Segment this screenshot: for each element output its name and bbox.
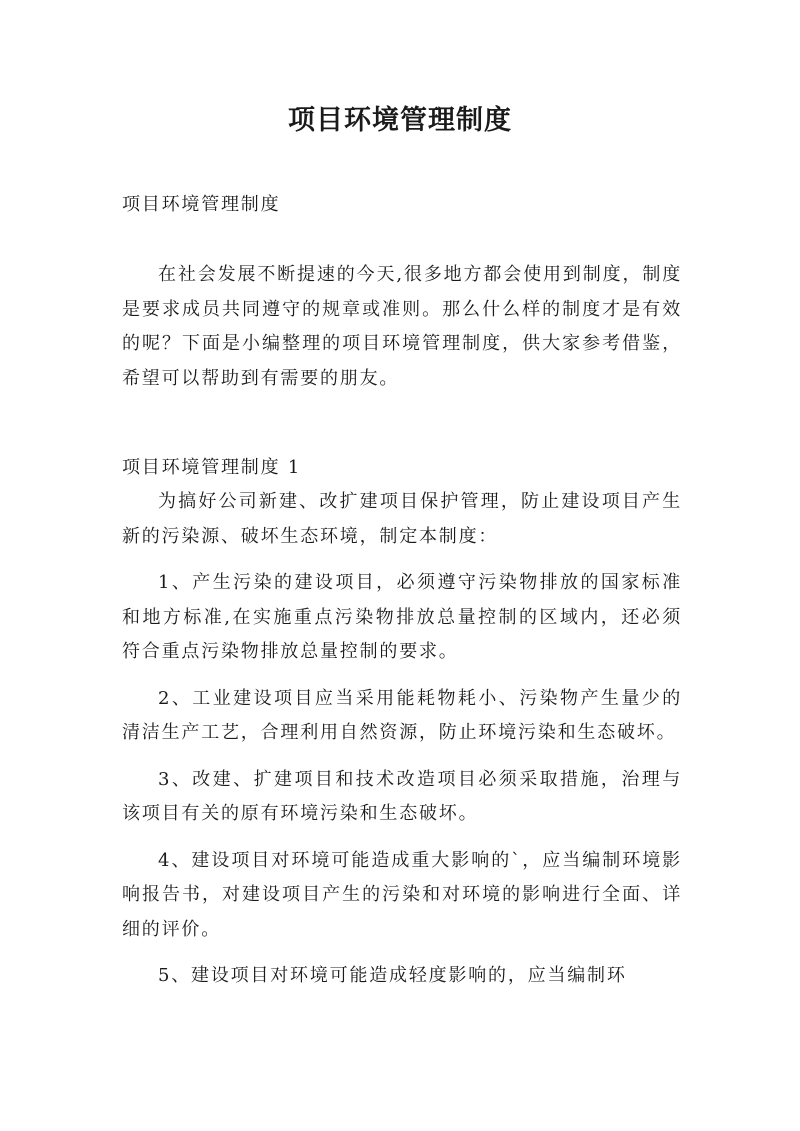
section-paragraph-rule-1: 1、产生污染的建设项目，必须遵守污染物排放的国家标准和地方标准,在实施重点污染物排放总量控制的区域内，还必须符合重点污染物排放总量控制的要求。 (122, 572, 682, 662)
document-title: 项目环境管理制度 (288, 105, 512, 136)
section-heading: 项目环境管理制度 1 (122, 457, 302, 478)
section-paragraph-rule-3: 3、改建、扩建项目和技术改造项目必须采取措施，治理与该项目有关的原有环境污染和生态破坏。 (122, 768, 682, 824)
section-paragraph-rule-4: 4、建设项目对环境可能造成重大影响的`，应当编制环境影响报告书，对建设项目产生的污染和对环境的影响进行全面、详细的评价。 (122, 849, 682, 940)
section-paragraph-intro: 为搞好公司新建、改扩建项目保护管理，防止建设项目产生新的污染源、破坏生态环境，制定本制度： (122, 491, 682, 547)
section-paragraph-rule-2: 2、工业建设项目应当采用能耗物耗小、污染物产生量少的清洁生产工艺，合理利用自然资源，防止环境污染和生态破坏。 (122, 687, 682, 743)
section-body (122, 485, 682, 1006)
section-paragraph-rule-5: 5、建设项目对环境可能造成轻度影响的，应当编制环 (158, 965, 627, 986)
intro-paragraph: 在社会发展不断提速的今天,很多地方都会使用到制度，制度是要求成员共同遵守的规章或准则。那么什么样的制度才是有效的呢？下面是小编整理的项目环境管理制度，供大家参考借鉴，希望可以帮助到有需要的朋友。 (122, 264, 682, 389)
document-subtitle: 项目环境管理制度 (122, 194, 281, 215)
